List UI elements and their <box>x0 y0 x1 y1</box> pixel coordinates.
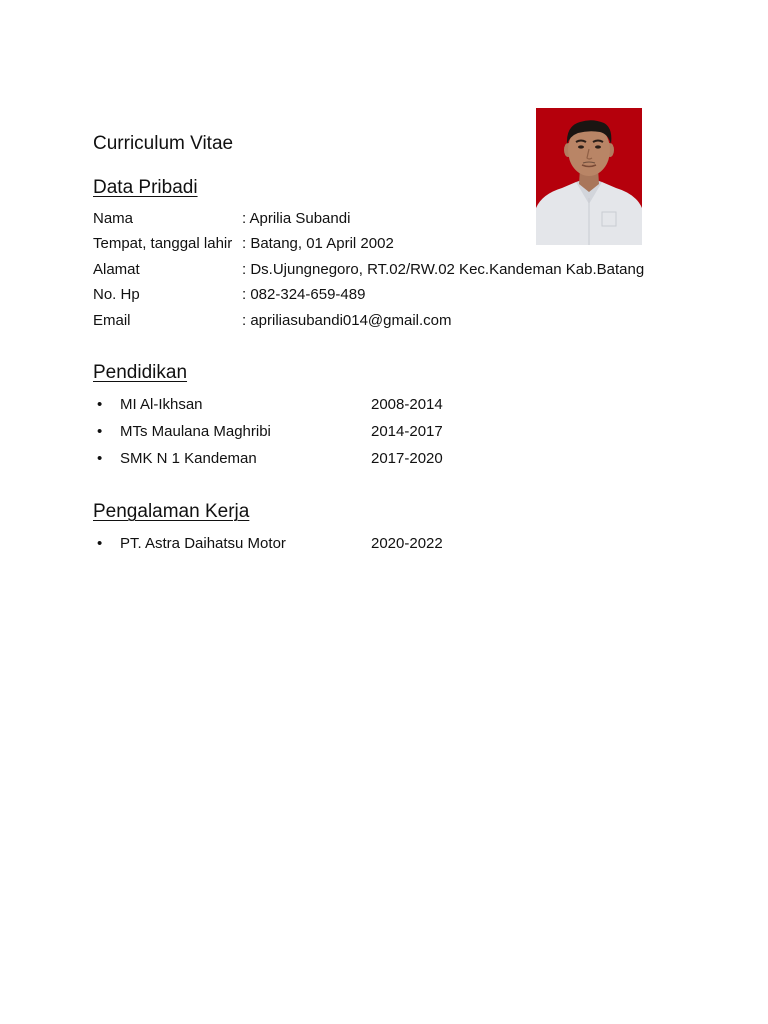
education-school: MI Al-Ikhsan <box>120 396 203 413</box>
section-heading-education: Pendidikan <box>93 362 188 383</box>
info-label: Email <box>93 312 131 329</box>
education-years: 2017-2020 <box>371 450 443 467</box>
education-school: SMK N 1 Kandeman <box>120 450 257 467</box>
info-label: Nama <box>93 210 134 227</box>
info-value: : apriliasubandi014@gmail.com <box>242 312 452 329</box>
education-years: 2014-2017 <box>371 423 443 440</box>
bullet-icon: • <box>97 535 103 552</box>
info-value: : Aprilia Subandi <box>242 210 351 227</box>
bullet-icon: • <box>97 450 103 467</box>
section-heading-work-experience: Pengalaman Kerja <box>93 501 250 522</box>
section-heading-personal-data: Data Pribadi <box>93 177 198 198</box>
info-label: No. Hp <box>93 286 140 303</box>
info-value: : Batang, 01 April 2002 <box>242 235 394 252</box>
profile-photo <box>536 108 642 245</box>
info-value: : 082-324-659-489 <box>242 286 366 303</box>
info-label: Alamat <box>93 261 140 278</box>
info-label: Tempat, tanggal lahir <box>93 235 233 252</box>
education-years: 2008-2014 <box>371 396 443 413</box>
bullet-icon: • <box>97 423 103 440</box>
education-school: MTs Maulana Maghribi <box>120 423 271 440</box>
work-company: PT. Astra Daihatsu Motor <box>120 535 286 552</box>
info-value: : Ds.Ujungnegoro, RT.02/RW.02 Kec.Kandeman Kab.Batang <box>242 261 645 278</box>
work-years: 2020-2022 <box>371 535 443 552</box>
bullet-icon: • <box>97 396 103 413</box>
page-title: Curriculum Vitae <box>93 133 234 154</box>
